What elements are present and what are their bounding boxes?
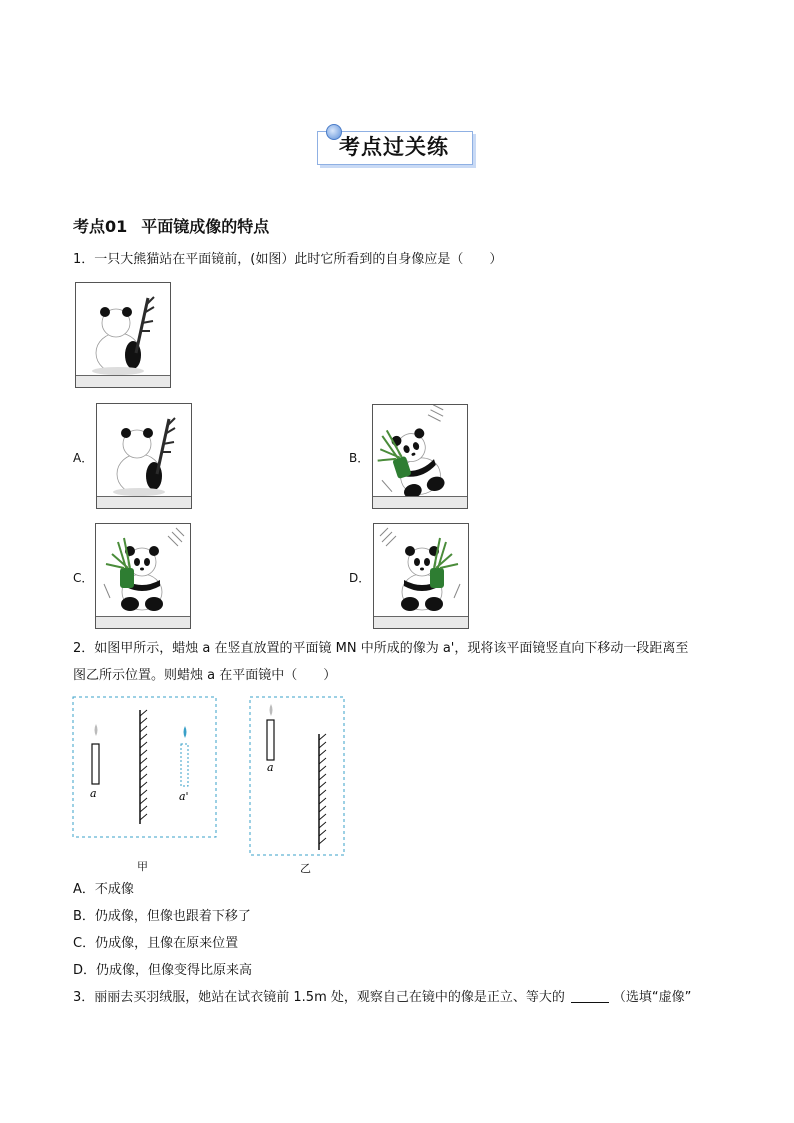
option-c-label[interactable]: C． bbox=[73, 571, 94, 585]
option-b-label[interactable]: B． bbox=[349, 451, 370, 465]
panda-side-image bbox=[373, 405, 467, 497]
figure-jia-caption: 甲 bbox=[137, 860, 148, 873]
figure-jia bbox=[72, 696, 218, 840]
candle-flame-icon bbox=[95, 724, 98, 736]
q2-option-a[interactable]: A．不成像 bbox=[73, 882, 134, 897]
q2-option-d[interactable]: D．仍成像，但像变得比原来高 bbox=[73, 963, 253, 978]
candle-a bbox=[267, 720, 274, 760]
option-d-label[interactable]: D． bbox=[349, 571, 371, 585]
question-1-text: 1．一只大熊猫站在平面镜前，(如图）此时它所看到的自身像应是（ ） bbox=[73, 252, 503, 267]
candle-a-label: a bbox=[267, 761, 274, 774]
panda-front-image bbox=[96, 524, 190, 616]
option-b-image[interactable] bbox=[372, 404, 468, 509]
question-2-line-2: 图乙所示位置。则蜡烛 a 在平面镜中（ ） bbox=[73, 668, 337, 683]
question-3-after: （选填“虚像” bbox=[612, 990, 692, 1005]
mirror-base-strip bbox=[76, 375, 170, 387]
question-2-line-1: 2．如图甲所示，蜡烛 a 在竖直放置的平面镜 MN 中所成的像为 a'，现将该平面镜竖直向下移动一段距离至 bbox=[73, 641, 689, 656]
mirror-base-strip bbox=[97, 496, 191, 508]
option-a-label[interactable]: A． bbox=[73, 451, 94, 465]
option-a-image[interactable] bbox=[96, 403, 192, 509]
question-3-text bbox=[73, 988, 691, 1008]
section-number: 考点01 bbox=[73, 217, 128, 236]
image-a-prime-label: a' bbox=[179, 790, 189, 803]
mirror-hatching bbox=[140, 710, 147, 820]
banner-title: 考点过关练 bbox=[339, 135, 449, 159]
figure-yi-border bbox=[250, 697, 344, 855]
figure-yi bbox=[249, 696, 347, 858]
mirror-base-strip bbox=[96, 616, 190, 628]
candle-a-label: a bbox=[90, 787, 97, 800]
q2-option-c[interactable]: C．仍成像，且像在原来位置 bbox=[73, 936, 239, 951]
mirror-hatching bbox=[319, 734, 326, 844]
q2-option-b[interactable]: B．仍成像，但像也跟着下移了 bbox=[73, 909, 251, 924]
image-flame-icon bbox=[184, 726, 187, 738]
candle-flame-icon bbox=[270, 704, 273, 716]
question-1-figure bbox=[75, 282, 171, 388]
answer-blank[interactable] bbox=[571, 988, 609, 1003]
figure-yi-caption: 乙 bbox=[300, 862, 311, 875]
candle-a bbox=[92, 744, 99, 784]
section-title: 平面镜成像的特点 bbox=[141, 217, 270, 236]
section-heading bbox=[73, 214, 269, 237]
panda-back-image bbox=[97, 404, 191, 496]
panda-front-mirrored-image bbox=[374, 524, 468, 616]
candle-image-a-prime bbox=[181, 744, 188, 786]
question-3-before: 3．丽丽去买羽绒服，她站在试衣镜前 1.5m 处，观察自己在镜中的像是正立、等大的 bbox=[73, 990, 565, 1005]
mirror-base-strip bbox=[373, 496, 467, 508]
panda-back-image bbox=[76, 283, 170, 375]
option-d-image[interactable] bbox=[373, 523, 469, 629]
option-c-image[interactable] bbox=[95, 523, 191, 629]
mirror-base-strip bbox=[374, 616, 468, 628]
